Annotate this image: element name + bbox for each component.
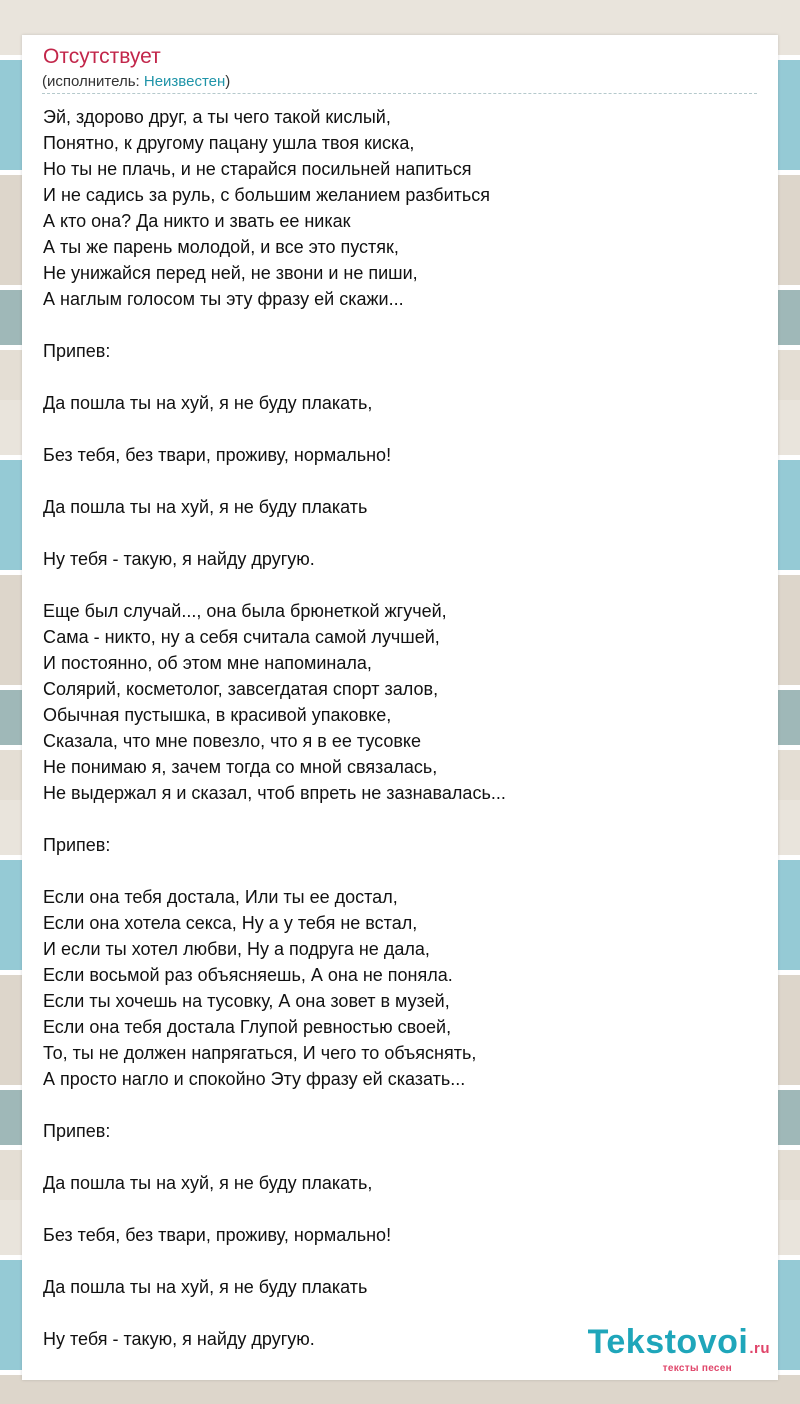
lyric-line [43, 572, 763, 598]
lyric-line: Припев: [43, 1121, 111, 1141]
lyric-line [43, 312, 763, 338]
lyric-line: Если она хотела секса, Ну а у тебя не встал, [43, 913, 418, 933]
logo-wordmark [588, 1324, 770, 1367]
lyric-line: Не понимаю я, зачем тогда со мной связалась, [43, 757, 438, 777]
lyric-line: И не садись за руль, с большим желанием разбиться [43, 185, 491, 205]
logo-domain-suffix: .ru [749, 1340, 770, 1357]
lyric-line: Сама - никто, ну а себя считала самой лучшей, [43, 627, 440, 647]
lyric-line: То, ты не должен напрягаться, И чего то объяснять, [43, 1043, 477, 1063]
lyric-line [43, 1092, 763, 1118]
lyric-line [43, 520, 763, 546]
artist-line [42, 72, 230, 92]
lyric-line: Если ты хочешь на тусовку, А она зовет в музей, [43, 991, 450, 1011]
lyric-line: Еще был случай..., она была брюнеткой жгучей, [43, 601, 447, 621]
lyrics-card [22, 35, 778, 1380]
lyric-line: Если она тебя достала, Или ты ее достал, [43, 887, 398, 907]
lyric-line: А кто она? Да никто и звать ее никак [43, 211, 351, 231]
artist-link[interactable]: Неизвестен [143, 73, 226, 90]
lyric-line: Обычная пустышка, в красивой упаковке, [43, 705, 392, 725]
title-divider [42, 93, 757, 94]
lyric-line [43, 806, 763, 832]
lyric-line: Если она тебя достала Глупой ревностью своей, [43, 1017, 452, 1037]
lyric-line: Если восьмой раз объясняешь, А она не поняла. [43, 965, 453, 985]
lyric-line: Да пошла ты на хуй, я не буду плакать [43, 497, 368, 517]
lyrics-body [43, 104, 763, 1352]
lyric-line: А наглым голосом ты эту фразу ей скажи... [43, 289, 404, 309]
lyric-line: И если ты хотел любви, Ну а подруга не дала, [43, 939, 430, 959]
lyric-line [43, 468, 763, 494]
lyric-line: Понятно, к другому пацану ушла твоя киска, [43, 133, 415, 153]
lyric-line: И постоянно, об этом мне напоминала, [43, 653, 372, 673]
lyric-line: Ну тебя - такую, я найду другую. [43, 549, 315, 569]
lyric-line: Без тебя, без твари, проживу, нормально! [43, 445, 392, 465]
lyric-line [43, 1196, 763, 1222]
lyric-line: Но ты не плачь, и не старайся посильней напиться [43, 159, 472, 179]
lyric-line [43, 364, 763, 390]
artist-suffix: ) [225, 73, 231, 90]
lyric-line: Да пошла ты на хуй, я не буду плакать [43, 1277, 368, 1297]
site-logo[interactable] [588, 1324, 770, 1374]
artist-prefix: (исполнитель: [42, 73, 144, 90]
lyric-line: Припев: [43, 835, 111, 855]
lyric-line: Не унижайся перед ней, не звони и не пиши, [43, 263, 418, 283]
lyric-line: А просто нагло и спокойно Эту фразу ей сказать... [43, 1069, 466, 1089]
lyric-line: Не выдержал я и сказал, чтоб впреть не зазнавалась... [43, 783, 506, 803]
lyric-line: Да пошла ты на хуй, я не буду плакать, [43, 1173, 373, 1193]
lyric-line: Ну тебя - такую, я найду другую. [43, 1329, 315, 1349]
lyric-line [43, 1144, 763, 1170]
logo-subtitle: тексты песен [662, 1363, 732, 1374]
lyric-line: Солярий, косметолог, завсегдатая спорт залов, [43, 679, 439, 699]
lyric-line [43, 858, 763, 884]
lyric-line [43, 416, 763, 442]
logo-main-text: Tekstovoi [587, 1323, 749, 1361]
lyric-line: Припев: [43, 341, 111, 361]
lyric-line: Сказала, что мне повезло, что я в ее тусовке [43, 731, 421, 751]
lyric-line: Эй, здорово друг, а ты чего такой кислый, [43, 107, 391, 127]
lyric-line: Без тебя, без твари, проживу, нормально! [43, 1225, 392, 1245]
lyric-line: Да пошла ты на хуй, я не буду плакать, [43, 393, 373, 413]
lyric-line: А ты же парень молодой, и все это пустяк, [43, 237, 399, 257]
song-title: Отсутствует [43, 45, 161, 68]
lyric-line [43, 1248, 763, 1274]
